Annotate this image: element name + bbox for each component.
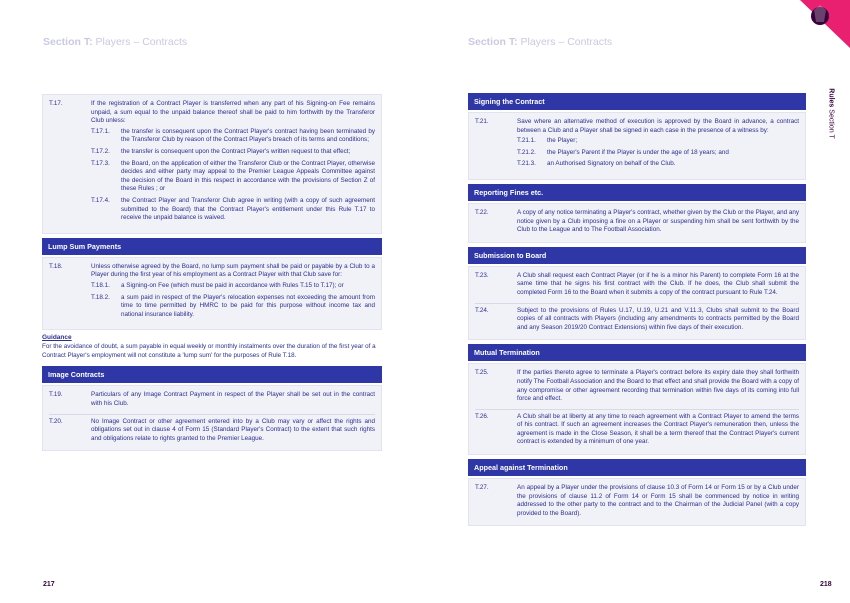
divider: [475, 303, 799, 304]
rule-t18-1: T.18.1. a Signing-on Fee (which must be paid in accordance with Rules T.15 to T.17); or: [91, 281, 344, 289]
rule-t19: T.19. Particulars of any Image Contract Payment in respect of the Player shall be set out in the contract with his Club.: [49, 391, 375, 408]
rule-t20: T.20. No Image Contract or other agreement entered into by a Club may vary or affect the rights and obligations set out in clause 4 of Form 15 (Standard Player's Contract) to the extent that such rights and obligations relate to rights granted to the Premier League.: [49, 417, 375, 442]
rule-t18-block: [42, 257, 382, 331]
rule-t21: T.21. Save where an alternative method of execution is approved by the Board in advance, a contract between a Club and a Player shall be signed in each case in the presence of a witness by: T.21.1. the Player; T.21.2. the Player's Parent if the Player is under the age of 18 years; and T.21.3. an Authorised Signatory on behalf of the Club.: [475, 118, 799, 168]
rule-t17-block: [42, 94, 382, 234]
submission-header: Submission to Board: [468, 247, 806, 264]
rule-t17-1: T.17.1. the transfer is consequent upon the Contract Player's contract having been terminated by the Transferor Club by reason of the Contract Player's breach of its terms and conditions;: [91, 127, 375, 144]
rule-t25: T.25. If the parties thereto agree to terminate a Player's contract before its expiry date they shall forthwith notify The Football Association and the Board to that effect and shall provide the Board with a copy of any compromise or other agreement recording that termination within five days of its coming into full force and effect.: [475, 369, 799, 403]
rule-t18-2: T.18.2. a sum paid in respect of the Player's relocation expenses not exceeding the amount from time to time permitted by HMRC to be paid for this purpose without income tax and national insurance liability.: [91, 293, 375, 318]
side-rules-label: Rules Section T: [827, 88, 835, 139]
right-column: [468, 93, 806, 530]
rule-t17-3: T.17.3. the Board, on the application of either the Transferor Club or the Contract Player, otherwise decides and either party may appeal to the Premier League Appeals Committee against the decision of the Board in this respect in accordance with the provisions of Section Z of these Rules ; or: [91, 159, 375, 193]
rule-t17: T.17. If the registration of a Contract Player is transferred when any part of his Signing-on Fee remains unpaid, a sum equal to the unpaid balance thereof shall be paid to him forthwith by the Transferor Club unless: T.17.1. the transfer is consequent upon the Contract Player's contract having been terminated by the Transferor Club by reason of the Contract Player's breach of its terms and conditions; T.17.2. the transfer is consequent upon the Contract Player's written request to that effect; T.17.3. the Board, on the application of either the Transferor Club or the Contract Player, otherwise decides and either party may appeal to the Premier League Appeals Committee against the decision of the Board in this respect in accordance with the provisions of Section Z of these Rules ; or T.17.4. the Contract Player and Transferor Club agree in writing (with a copy of such agreement submitted to the Board) that the Contract Player's entitlement under this Rule T.17 to receive the unpaid balance is waived.: [49, 100, 375, 222]
image-contracts-block: [42, 385, 382, 451]
rule-t18: T.18. Unless otherwise agreed by the Board, no lump sum payment shall be paid or payable by a Club to a Player during the first year of his employment as a Contract Player with that Club save for: T.18.1. a Signing-on Fee (which must be paid in accordance with Rules T.15 to T.17); or T.18.2. a sum paid in respect of the Player's relocation expenses not exceeding the amount from time to time permitted by HMRC to be paid for this purpose without income tax and national insurance liability.: [49, 262, 375, 318]
mutual-termination-block: [468, 363, 806, 455]
signing-header: Signing the Contract: [468, 93, 806, 110]
image-contracts-header: Image Contracts: [42, 366, 382, 383]
guidance-heading: Guidance: [42, 334, 72, 342]
reporting-fines-header: Reporting Fines etc.: [468, 184, 806, 201]
premier-league-corner-logo: [780, 0, 850, 52]
rule-t22-block: [468, 203, 806, 243]
rule-t17-2: T.17.2. the transfer is consequent upon the Contract Player's written request to that effect;: [91, 147, 351, 155]
rule-t27: T.27. An appeal by a Player under the provisions of clause 10.3 of Form 14 or Form 15 or by a Club under the provisions of clause 11.2 of Form 14 or Form 15 shall be commenced by notice in writing addressed to the other party to the contract and to the Chairman of the Judicial Panel (with a copy provided to the Board).: [475, 484, 799, 517]
rule-t21-1: T.21.1. the Player;: [517, 137, 578, 145]
left-section-title: Section T: Players – Contracts: [43, 36, 188, 48]
right-section-title: Section T: Players – Contracts: [468, 36, 613, 48]
rule-t21-3: T.21.3. an Authorised Signatory on behalf of the Club.: [517, 160, 676, 168]
rule-t22: T.22. A copy of any notice terminating a Player's contract, whether given by the Club or the Player, and any notice given by a Club imposing a fine on a Player or suspending him shall be sent forthwith by the Club to the League and to The Football Association.: [475, 208, 799, 234]
rule-t26: T.26. A Club shall be at liberty at any time to reach agreement with a Contract Player to amend the terms of his contract. If such an agreement increases the Contract Player's remuneration then, unless the agreement is made in the Close Season, it shall be a term thereof that the Contract Player's current contract is extended by a minimum of one year.: [475, 412, 799, 446]
appeal-header: Appeal against Termination: [468, 459, 806, 476]
rule-t23: T.23. A Club shall request each Contract Player (or if he is a minor his Parent) to complete Form 16 at the same time that he signs his first contract with the Club. If he does, the Club shall submit the completed Form 16 to the Board when it submits a copy of the contract pursuant to Rule T.24.: [475, 271, 799, 296]
divider: [475, 409, 799, 410]
rule-t27-block: [468, 478, 806, 526]
rule-t21-block: [468, 112, 806, 180]
submission-block: [468, 266, 806, 341]
rule-t21-2: T.21.2. the Player's Parent if the Player is under the age of 18 years; and: [517, 148, 729, 156]
rule-t17-4: T.17.4. the Contract Player and Transferor Club agree in writing (with a copy of such agreement submitted to the Board) that the Contract Player's entitlement under this Rule T.17 to receive the unpaid balance is waived.: [91, 196, 375, 222]
divider: [49, 414, 375, 415]
lump-sum-header: Lump Sum Payments: [42, 238, 382, 255]
rule-t24: T.24. Subject to the provisions of Rules U.17, U.19, U.21 and V.11.3, Clubs shall submit to the Board copies of all contracts with Players (including any amendments to contracts permitted by the Board and any Season 2019/20 Contract Extensions) within five days of their execution.: [475, 306, 799, 331]
mutual-termination-header: Mutual Termination: [468, 344, 806, 361]
left-column: [42, 94, 382, 455]
page-number-right: 218: [820, 581, 832, 588]
guidance-text: For the avoidance of doubt, a sum payable in equal weekly or monthly instalments over the duration of the first year of a Contract Player's employment will not constitute a 'lump sum' for the purposes of Rule T.18.: [42, 343, 376, 359]
page-number-left: 217: [43, 581, 55, 588]
